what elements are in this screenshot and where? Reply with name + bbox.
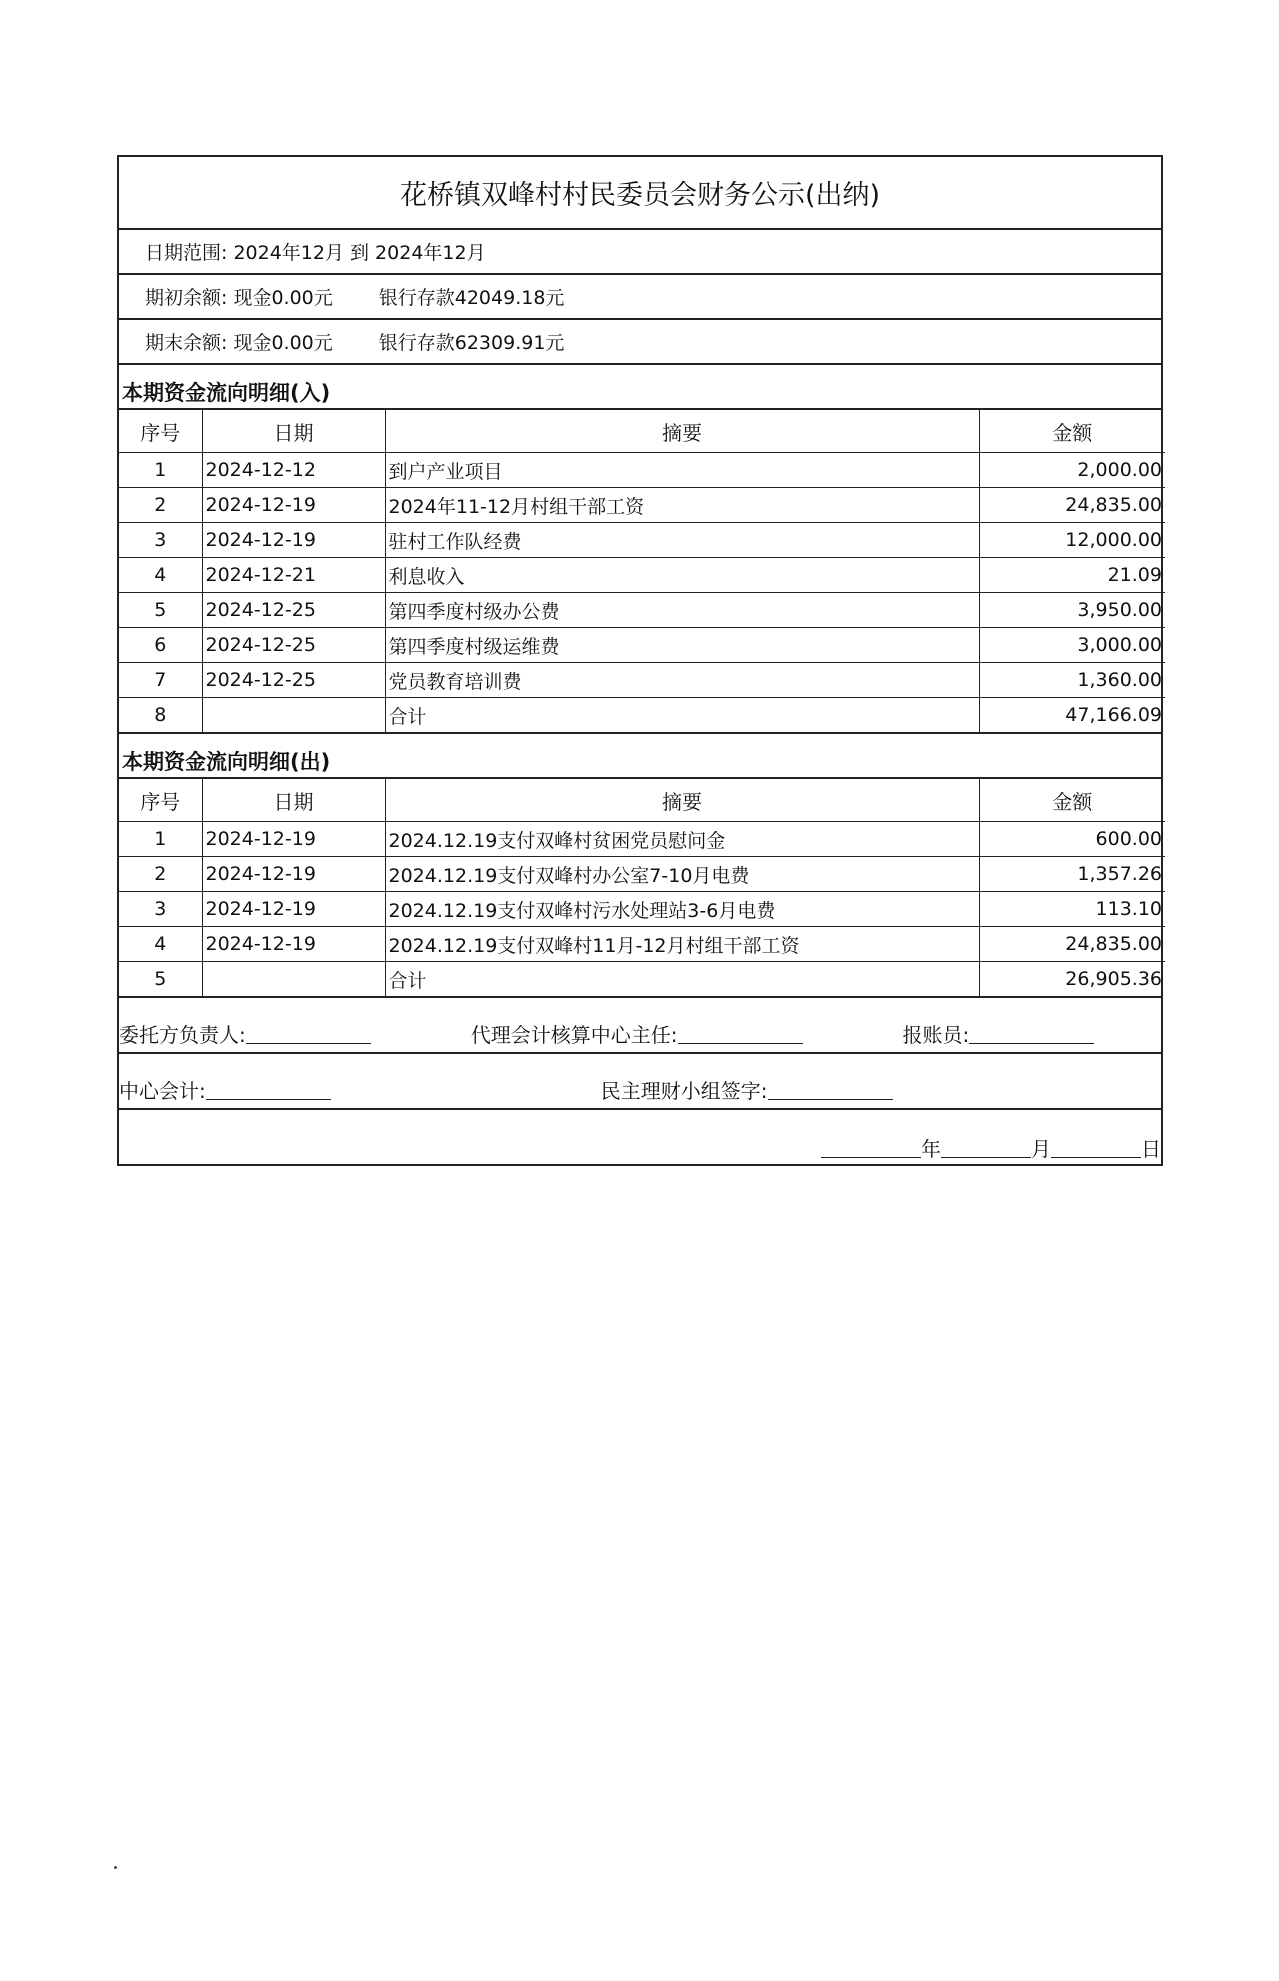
scan-dot [114,1866,117,1869]
row-amount: 3,950.00 [979,593,1165,628]
opening-balance [119,275,1161,320]
row-amount: 21.09 [979,558,1165,593]
reimburser-label: 报账员: [902,1023,970,1047]
row-date: 2024-12-19 [202,857,385,892]
income-header-col-amount: 金额 [979,410,1165,453]
row-date: 2024-12-19 [202,927,385,962]
table-row [119,558,1165,593]
row-desc: 驻村工作队经费 [385,523,979,558]
row-no: 7 [119,663,202,698]
row-date: 2024-12-19 [202,523,385,558]
closing-cash: 期末余额: 现金0.00元 [145,332,333,354]
expense-header-row [119,779,1165,822]
center-accountant-label: 中心会计: [119,1079,206,1103]
table-row [119,892,1165,927]
row-amount: 26,905.36 [979,962,1165,997]
row-date: 2024-12-19 [202,822,385,857]
income-header-col-date: 日期 [202,410,385,453]
expense-header-col-desc: 摘要 [385,779,979,822]
income-header-col-no: 序号 [119,410,202,453]
table-row [119,523,1165,558]
row-desc: 利息收入 [385,558,979,593]
democratic-group-label: 民主理财小组签字: [600,1079,768,1103]
row-no: 6 [119,628,202,663]
row-desc: 合计 [385,698,979,733]
table-row [119,663,1165,698]
signature-row-1 [119,998,1161,1054]
date-line [119,1110,1161,1164]
row-date: 2024-12-25 [202,628,385,663]
row-date [202,962,385,997]
table-row [119,628,1165,663]
row-desc: 2024.12.19支付双峰村贫困党员慰问金 [385,822,979,857]
income-section-title: 本期资金流向明细(入) [119,365,1161,410]
row-amount: 3,000.00 [979,628,1165,663]
row-date: 2024-12-25 [202,593,385,628]
row-desc: 第四季度村级运维费 [385,628,979,663]
row-date: 2024-12-19 [202,488,385,523]
row-no: 1 [119,453,202,488]
agency-director-blank[interactable] [678,1039,803,1044]
client-head-blank[interactable] [246,1039,371,1044]
agency-director-label: 代理会计核算中心主任: [470,1023,678,1047]
row-date: 2024-12-25 [202,663,385,698]
expense-header-col-amount: 金额 [979,779,1165,822]
row-date: 2024-12-19 [202,892,385,927]
signature-row-2 [119,1054,1161,1110]
center-accountant-blank[interactable] [206,1095,331,1100]
table-row [119,822,1165,857]
expense-table [119,779,1165,996]
year-blank[interactable] [821,1153,921,1158]
finance-notice-sheet [117,155,1163,1166]
row-desc: 2024.12.19支付双峰村办公室7-10月电费 [385,857,979,892]
row-no: 3 [119,523,202,558]
income-header-row [119,410,1165,453]
opening-bank: 银行存款42049.18元 [378,287,565,309]
row-amount: 1,357.26 [979,857,1165,892]
row-date: 2024-12-21 [202,558,385,593]
month-label: 月 [1031,1137,1051,1161]
closing-bank: 银行存款62309.91元 [378,332,565,354]
row-date [202,698,385,733]
day-label: 日 [1141,1137,1161,1161]
table-row [119,593,1165,628]
year-label: 年 [921,1137,941,1161]
row-desc: 2024年11-12月村组干部工资 [385,488,979,523]
row-amount: 47,166.09 [979,698,1165,733]
row-amount: 24,835.00 [979,927,1165,962]
row-no: 2 [119,488,202,523]
row-desc: 合计 [385,962,979,997]
row-desc: 党员教育培训费 [385,663,979,698]
closing-balance [119,320,1161,365]
row-amount: 113.10 [979,892,1165,927]
table-row [119,857,1165,892]
reimburser-blank[interactable] [969,1039,1094,1044]
day-blank[interactable] [1051,1153,1141,1158]
date-range: 日期范围: 2024年12月 到 2024年12月 [119,230,1161,275]
month-blank[interactable] [941,1153,1031,1158]
expense-header-col-no: 序号 [119,779,202,822]
table-row [119,453,1165,488]
table-row [119,698,1165,733]
democratic-group-blank[interactable] [768,1095,893,1100]
income-header-col-desc: 摘要 [385,410,979,453]
row-no: 4 [119,927,202,962]
row-amount: 1,360.00 [979,663,1165,698]
row-desc: 2024.12.19支付双峰村污水处理站3-6月电费 [385,892,979,927]
table-row [119,488,1165,523]
notice-title: 花桥镇双峰村村民委员会财务公示(出纳) [119,157,1161,230]
row-no: 5 [119,962,202,997]
expense-header-col-date: 日期 [202,779,385,822]
expense-section-title: 本期资金流向明细(出) [119,734,1161,779]
table-row [119,962,1165,997]
row-desc: 第四季度村级办公费 [385,593,979,628]
row-amount: 600.00 [979,822,1165,857]
row-no: 1 [119,822,202,857]
opening-cash: 期初余额: 现金0.00元 [145,287,333,309]
income-table [119,410,1165,732]
row-amount: 24,835.00 [979,488,1165,523]
row-no: 2 [119,857,202,892]
row-desc: 到户产业项目 [385,453,979,488]
row-no: 4 [119,558,202,593]
client-head-label: 委托方负责人: [119,1023,246,1047]
row-amount: 12,000.00 [979,523,1165,558]
row-amount: 2,000.00 [979,453,1165,488]
row-date: 2024-12-12 [202,453,385,488]
row-no: 8 [119,698,202,733]
row-no: 5 [119,593,202,628]
table-row [119,927,1165,962]
row-desc: 2024.12.19支付双峰村11月-12月村组干部工资 [385,927,979,962]
row-no: 3 [119,892,202,927]
